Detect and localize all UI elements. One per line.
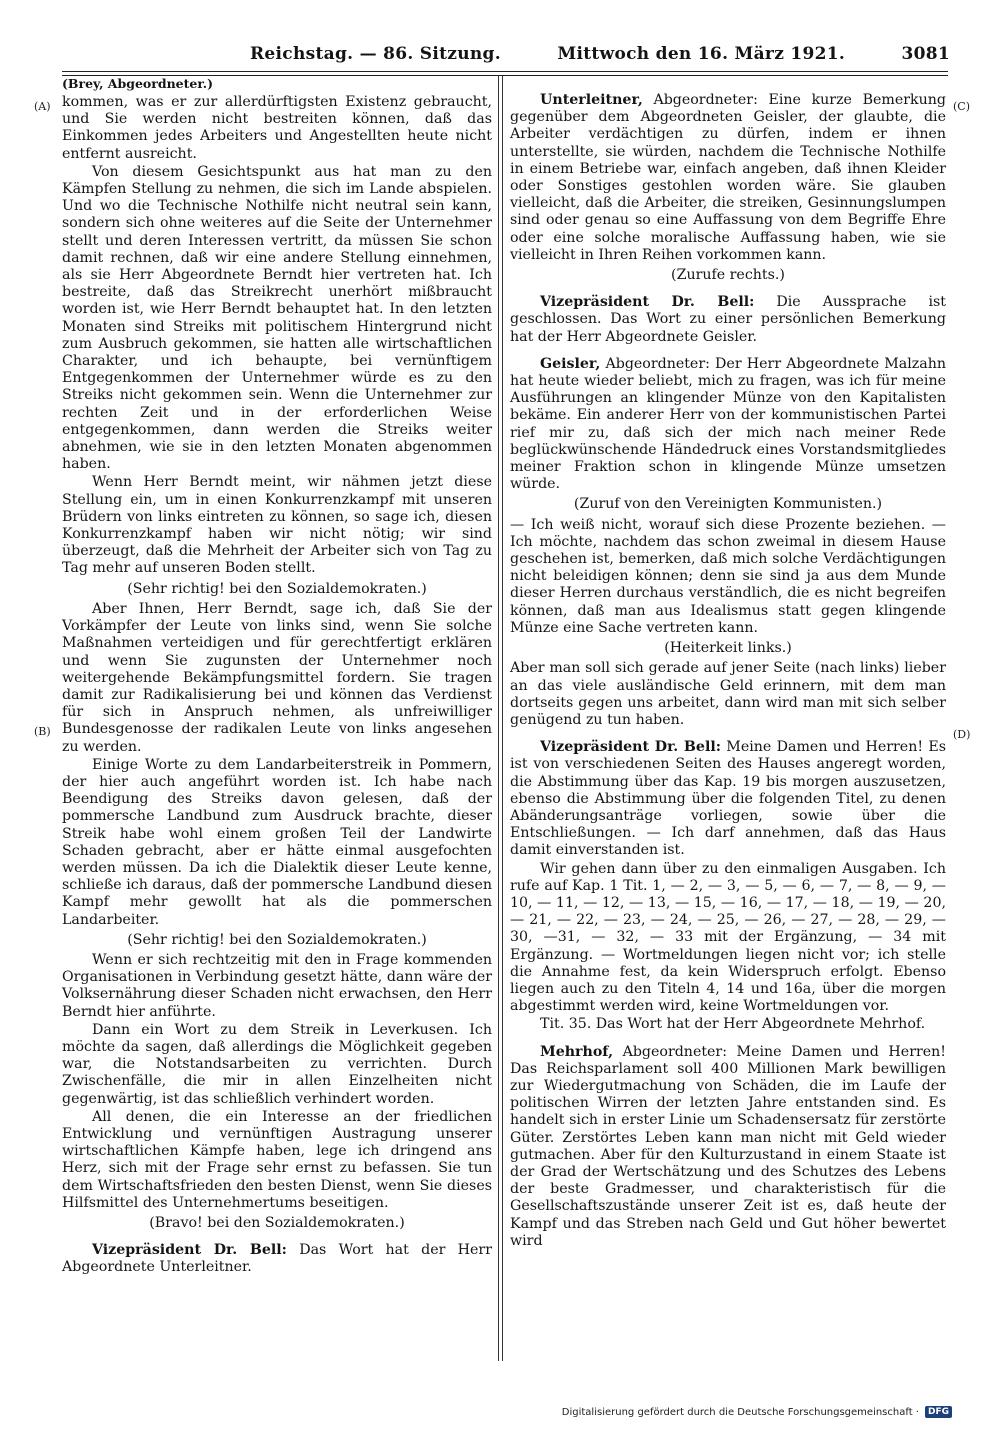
margin-label-a: (A) [34,100,51,113]
speech-text: Abgeordneter: Meine Damen und Herren! Das Reichsparlament soll 400 Millionen Mark bewilligen zur Wiedergutmachung von Schäden, die im Laufe der politischen Wirren der letzten Jahre entstanden sind. Es handelt sich in erster Linie um Schadensersatz für zerstörte Güter. Zerstörtes Leben kann man nicht mit Geld wieder gutmachen. Aber für den Kulturzustand in einem Staate ist der Grad der Wertschätzung und des Schutzes des Lebens der beste Gradmesser, und charakteristisch für die Gesellschaftszustände unserer Zeit ist es, daß heute der Kampf und das Streben nach Geld und Gut höher bewertet wird [510,1043,946,1249]
interjection: (Heiterkeit links.) [664,640,792,657]
speaker-paragraph [510,739,946,859]
speech-text: Meine Damen und Herren! Es ist von verschiedenen Seiten des Hauses angeregt worden, die Abstimmung über das Kap. 19 bis morgen auszusetzen, ebenso die Abstimmung über die folgenden Titel, zu denen Abänderungsanträge vorliegen, sowie über die Entschließungen. — Ich darf annehmen, daß das Haus damit einverstanden ist. [510,739,946,859]
page-header [250,44,950,64]
paragraph: Aber Ihnen, Herr Berndt, sage ich, daß Sie der Vorkämpfer der Leute von links sind, wenn Sie solche Maßnahmen verteidigen und für gerechtfertigt erklären und wenn Sie zugunsten der Unternehmer noch weitergehende Bekämpfungsmittel fordern. Sie tragen damit zur Radikalisierung bei und können das Verdienst für sich in Anspruch nehmen, als unfreiwilliger Bundesgenosse der radikalen Leute von links angesehen zu werden. [62,600,492,755]
paragraph: Wir gehen dann über zu den einmaligen Ausgaben. Ich rufe auf Kap. 1 Tit. 1, — 2, — 3, — 5, — 6, — 7, — 8, — 9, — 10, — 11, — 12, — 13, — 15, — 16, — 17, — 18, — 19, — 20, — 21, — 22, — 23, — 24, — 25, — 26, — 27, — 28, — 29, — 30, —31, — 32, — 33 mit der Ergänzung, — 34 mit Ergänzung. — Wortmeldungen liegen nicht vor; ich stelle die Annahme fest, da kein Widerspruch erfolgt. Ebenso liegen auch zu den Titeln 4, 14 und 16a, über die morgen abgestimmt werden wird, keine Wortmeldungen vor. [510,860,946,1015]
speech-text: Abgeordneter: Eine kurze Bemerkung gegenüber dem Abgeordneten Geisler, der glaubte, die Arbeiter verdächtigen zu dürfen, indem er ihnen unterstellte, sie würden, nachdem die Technische Nothilfe in einem Betriebe war, einfach angeben, daß ihnen Kleider oder Sonstiges gestohlen worden wäre. Sie glauben vielleicht, daß die Arbeiter, die streiken, Gesinnungslumpen sind oder genau so eine Auffassung von dem Begriffe Ehre oder eine solche moralische Auffassung haben, wie sie vielleicht in Ihren Reihen vorkommen kann. [510,92,946,263]
paragraph: Einige Worte zu dem Landarbeiterstreik in Pommern, der hier auch angeführt worden ist. Ich habe nach Beendigung des Streiks davon gelesen, daß der pommersche Landbund zum Ausdruck brachte, dieser Streik habe wohl einem großen Teil der Landwirte Schaden gebracht, aber er hätte einmal ausgefochten werden müssen. Da ich die Dialektik dieser Leute kenne, schließe ich daraus, daß der pommersche Landbund diesen Kampf mehr gewollt hat als die pommerschen Landarbeiter. [62,756,492,928]
left-column [62,94,492,1278]
speaker-name: Unterleitner, [540,92,643,108]
speaker-name: Mehrhof, [540,1043,614,1060]
paragraph: Dann ein Wort zu dem Streik in Leverkusen. Ich möchte da sagen, daß allerdings die Möglichkeit gegeben war, die Notstandsarbeiten zu verrichten. Durch Zwischenfälle, die mir in allen Einzelheiten nicht gegenwärtig, ist das schließlich verhindert worden. [62,1021,492,1107]
interjection: (Zurufe rechts.) [671,267,785,284]
footer-text: Digitalisierung gefördert durch die Deutsche Forschungsgemeinschaft · [561,1406,919,1418]
digitization-footer [562,1406,952,1418]
continuation-speaker-tag: (Brey, Abgeordneter.) [62,76,214,91]
paragraph: Aber man soll sich gerade auf jener Seite (nach links) lieber an das viele ausländische Geld erinnern, mit dem man dortseits gegen uns arbeitet, dann wird man mit sich selber genügend zu tun haben. [510,660,946,728]
right-column [510,92,946,1251]
paragraph: kommen, was er zur allerdürftigsten Existenz gebraucht, und Sie werden nicht bestreiten können, daß das Einkommen jedes Arbeiters und Angestellten heute nicht entfernt ausreicht. [62,94,492,162]
margin-label-d: (D) [953,728,971,741]
paragraph: Tit. 35. Das Wort hat der Herr Abgeordnete Mehrhof. [540,1016,926,1033]
speaker-paragraph [510,356,946,494]
interjection: (Bravo! bei den Sozialdemokraten.) [149,1215,405,1231]
speaker-name: Geisler, [540,355,601,372]
header-left: Reichstag. — 86. Sitzung. [250,44,501,64]
speaker-name: Vizepräsident Dr. Bell: [540,739,721,756]
paragraph: Wenn er sich rechtzeitig mit den in Frage kommenden Organisationen in Verbindung gesetzt hätte, dann wäre der Volksernährung dieser Schaden nicht erwachsen, den Herr Berndt hier anführte. [62,951,492,1020]
margin-label-b: (B) [34,725,51,738]
speaker-name: Vizepräsident Dr. Bell: [540,294,755,311]
header-date: Mittwoch den 16. März 1921. [557,44,846,64]
interjection: (Sehr richtig! bei den Sozialdemokraten.) [127,580,427,597]
speaker-paragraph [510,92,946,264]
speech-text: Abgeordneter: Der Herr Abgeordnete Malzahn hat heute wieder beliebt, mich zu fragen, was ich für meine Ausführungen an klingender Münze von den Kapitalisten bekäme. Ein anderer Herr von der kommunistischen Partei rief mir zu, daß sich der mich nach meiner Rede beglückwünschende Händedruck eines Vorstandsmitgliedes meiner Fraktion schon in klingende Münze umsetzen würde. [510,355,946,493]
speech-text: Die Aussprache ist geschlossen. Das Wort zu einer persönlichen Bemerkung hat der Herr Abgeordnete Geisler. [510,294,946,345]
paragraph: Wenn Herr Berndt meint, wir nähmen jetzt diese Stellung ein, um in einen Konkurrenzkampf mit unseren Brüdern von links eintreten zu können, so sage ich, diesen Konkurrenzkampf haben wir nicht nötig; wir sind überzeugt, daß die Mehrheit der Arbeiter sich von Tag zu Tag mehr auf unseren Boden stellt. [62,474,492,577]
paragraph: All denen, die ein Interesse an der friedlichen Entwicklung und vernünftigen Austragung unserer wirtschaftlichen Kämpfe haben, lege ich dringend ans Herz, sich mit der Frage sehr ernst zu befassen. Sie tun dem Wirtschaftsfrieden den besten Dienst, wenn Sie dieses Hilfsmittel des Unternehmertums beseitigen. [62,1108,492,1211]
speech-text: Das Wort hat der Herr Abgeordnete Unterleitner. [62,1242,492,1276]
interjection: (Sehr richtig! bei den Sozialdemokraten.) [127,931,427,948]
column-divider [498,76,503,1361]
dfg-logo: DFG [925,1406,952,1418]
page-number: 3081 [901,44,950,64]
paragraph: Von diesem Gesichtspunkt aus hat man zu den Kämpfen Stellung zu nehmen, die sich im Lande abspielen. Und wo die Technische Nothilfe nicht neutral sein kann, sondern sich ohne weiteres auf die Seite der Unternehmer stellt und deren Interessen vertritt, da müssen Sie schon damit rechnen, daß wir eine andere Stellung einnehmen, als sie Herr Abgeordnete Berndt hier vertreten hat. Ich bestreite, daß das Streikrecht unerhört mißbraucht worden ist, wie Herr Berndt behauptet hat. In den letzten Monaten sind Streiks mit politischem Hintergrund nicht zum Ausbruch gekommen, sie hatten alle wirtschaftlichen Charakter, und ich behaupte, bei vernünftigem Entgegenkommen der Unternehmer würde es zu den Streiks nicht gekommen sein. Wenn die Unternehmer zur rechten Zeit und in der erforderlichen Weise entgegenkommen, dann werden die Streiks weiter abnehmen, wie sie in den letzten Monaten abgenommen haben. [62,163,492,473]
speaker-paragraph [510,294,946,346]
speaker-paragraph [62,1242,492,1276]
speaker-paragraph [510,1044,946,1250]
interjection: (Zuruf von den Vereinigten Kommunisten.) [573,496,883,513]
paragraph: — Ich weiß nicht, worauf sich diese Prozente beziehen. — Ich möchte, nachdem das schon zweimal in diesem Hause geschehen ist, bemerken, daß mich solche Verdächtigungen nicht beleidigen können; denn sie sind ja aus dem Munde dieser Herren durchaus verständlich, die es nicht begreifen können, daß man aus Idealismus statt gegen klingende Münze eine Sache vertreten kann. [510,516,946,636]
margin-label-c: (C) [953,100,970,113]
speaker-name: Vizepräsident Dr. Bell: [92,1242,287,1259]
